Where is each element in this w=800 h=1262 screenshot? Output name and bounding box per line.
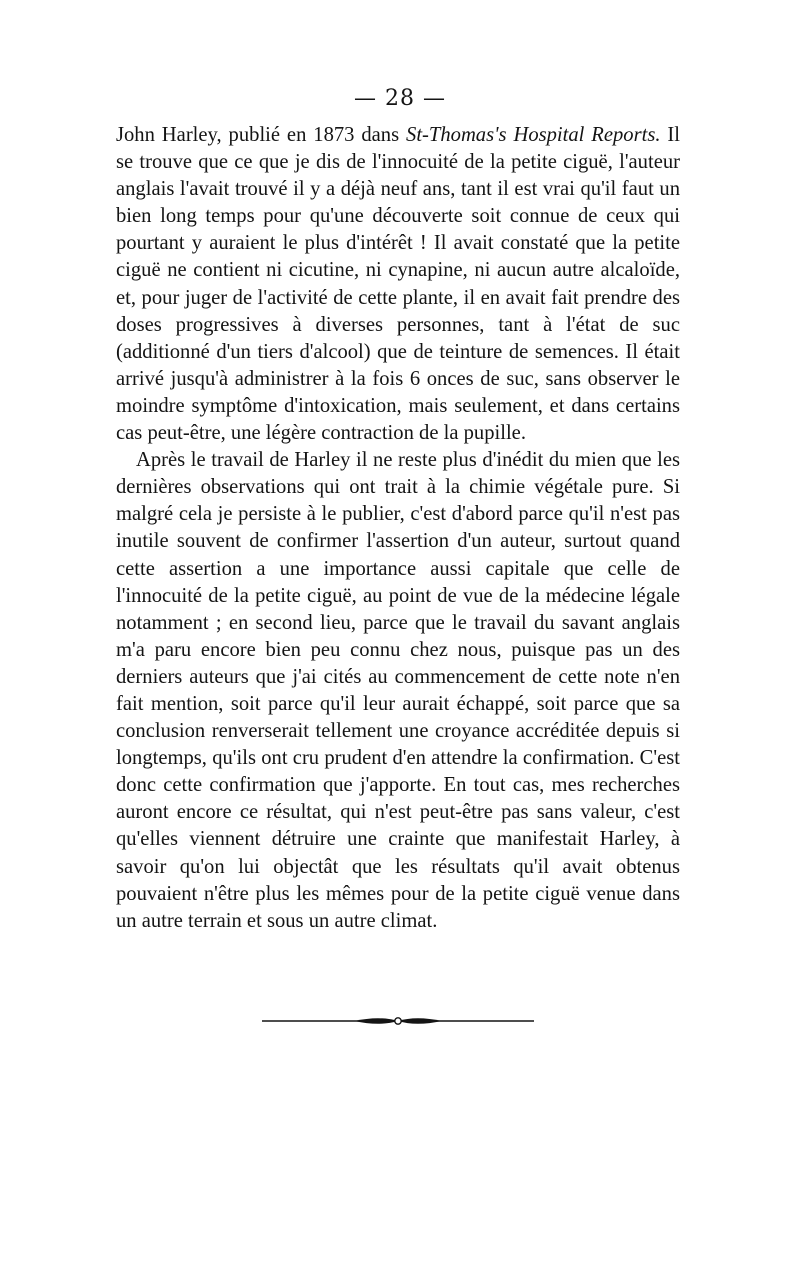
ornamental-rule: [262, 1014, 534, 1028]
paragraph-1-start: John Harley, publié en 1873 dans: [116, 124, 407, 146]
page-number: — 28 —: [354, 86, 446, 111]
journal-title: St-Thomas's Hospital Reports.: [406, 124, 661, 146]
paragraph-1: [116, 122, 680, 447]
body-text: [116, 122, 680, 935]
paragraph-2: Après le travail de Harley il ne reste plus d'inédit du mien que les dernières observations qui ont trait à la chimie végétale pure. Si malgré cela je persiste à le publier, c'est d'abord parce qu'il n'est pas inutile souvent de confirmer l'assertion d'un auteur, surtout quand cette assertion a une importance aussi capitale que celle de l'innocuité de la petite ciguë, au point de vue de la médecine légale notamment ; en second lieu, parce que le travail du savant anglais m'a paru encore bien peu connu chez nous, puisque pas un des derniers auteurs que j'ai cités au commencement de cette note n'en fait mention, soit parce qu'il leur aurait échappé, soit parce que sa conclusion renverserait tellement une croyance accréditée depuis si longtemps, qu'ils ont cru prudent d'en attendre la confirmation. C'est donc cette confirmation que j'apporte. En tout cas, mes recherches auront encore ce résultat, qui n'est peut-être pas sans valeur, c'est qu'elles viennent détruire une crainte que manifestait Harley, à savoir qu'on lui objectât que les résultats qu'il avait obtenus pouvaient n'être plus les mêmes pour de la petite ciguë venue dans un autre terrain et sous un autre climat.: [116, 449, 680, 932]
paragraph-1-rest: Il se trouve que ce que je dis de l'innocuité de la petite ciguë, l'auteur anglais l'avait trouvé il y a déjà neuf ans, tant il est vrai qu'il faut un bien long temps pour qu'une découverte soit connue de ceux qui pourtant y auraient le plus d'intérêt ! Il avait constaté que la petite ciguë ne contient ni cicutine, ni cynapine, ni aucun autre alcaloïde, et, pour juger de l'activité de cette plante, il en avait fait prendre des doses progressives à diverses personnes, tant à l'état de suc (additionné d'un tiers d'alcool) que de teinture de semences. Il était arrivé jusqu'à administrer à la fois 6 onces de suc, sans observer le moindre symptôme d'intoxication, mais seulement, et dans certains cas peut-être, une légère contraction de la pupille.: [116, 124, 680, 445]
